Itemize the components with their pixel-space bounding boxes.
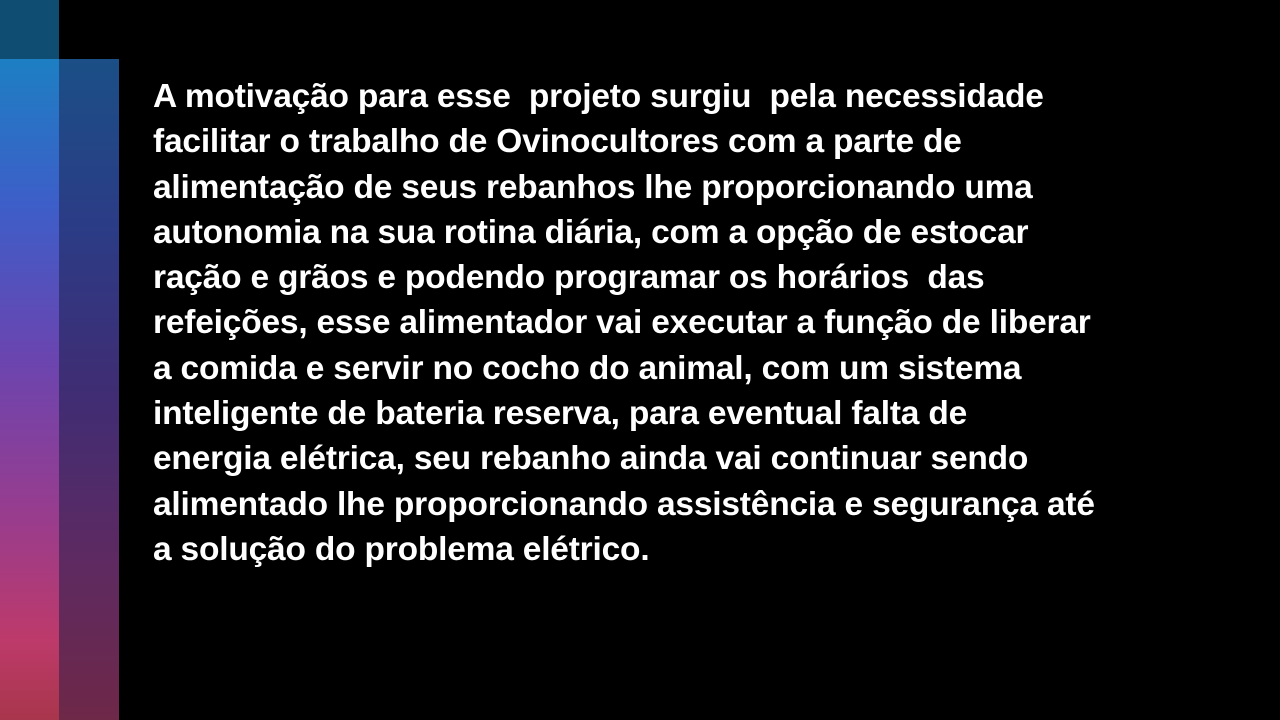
paragraph-line: ração e grãos e podendo programar os horários das [153, 259, 985, 297]
decorative-gradient-bar-inner [59, 59, 119, 720]
paragraph-line: inteligente de bateria reserva, para eventual falta de [153, 395, 968, 433]
decorative-gradient-bar-outer [0, 59, 59, 720]
paragraph-line: a solução do problema elétrico. [153, 530, 650, 568]
paragraph-line: alimentado lhe proporcionando assistência e segurança até [153, 485, 1095, 523]
paragraph-line: energia elétrica, seu rebanho ainda vai continuar sendo [153, 440, 1029, 478]
paragraph-line: facilitar o trabalho de Ovinocultores com a parte de [153, 123, 962, 161]
body-paragraph [153, 74, 1253, 572]
decorative-bar-top [0, 0, 59, 59]
paragraph-line: a comida e servir no cocho do animal, com um sistema [153, 349, 1022, 387]
paragraph-line: alimentação de seus rebanhos lhe proporcionando uma [153, 168, 1033, 206]
paragraph-line: A motivação para esse projeto surgiu pela necessidade [153, 78, 1044, 115]
paragraph-line: refeições, esse alimentador vai executar a função de liberar [153, 304, 1091, 342]
paragraph-line: autonomia na sua rotina diária, com a opção de estocar [153, 213, 1029, 251]
